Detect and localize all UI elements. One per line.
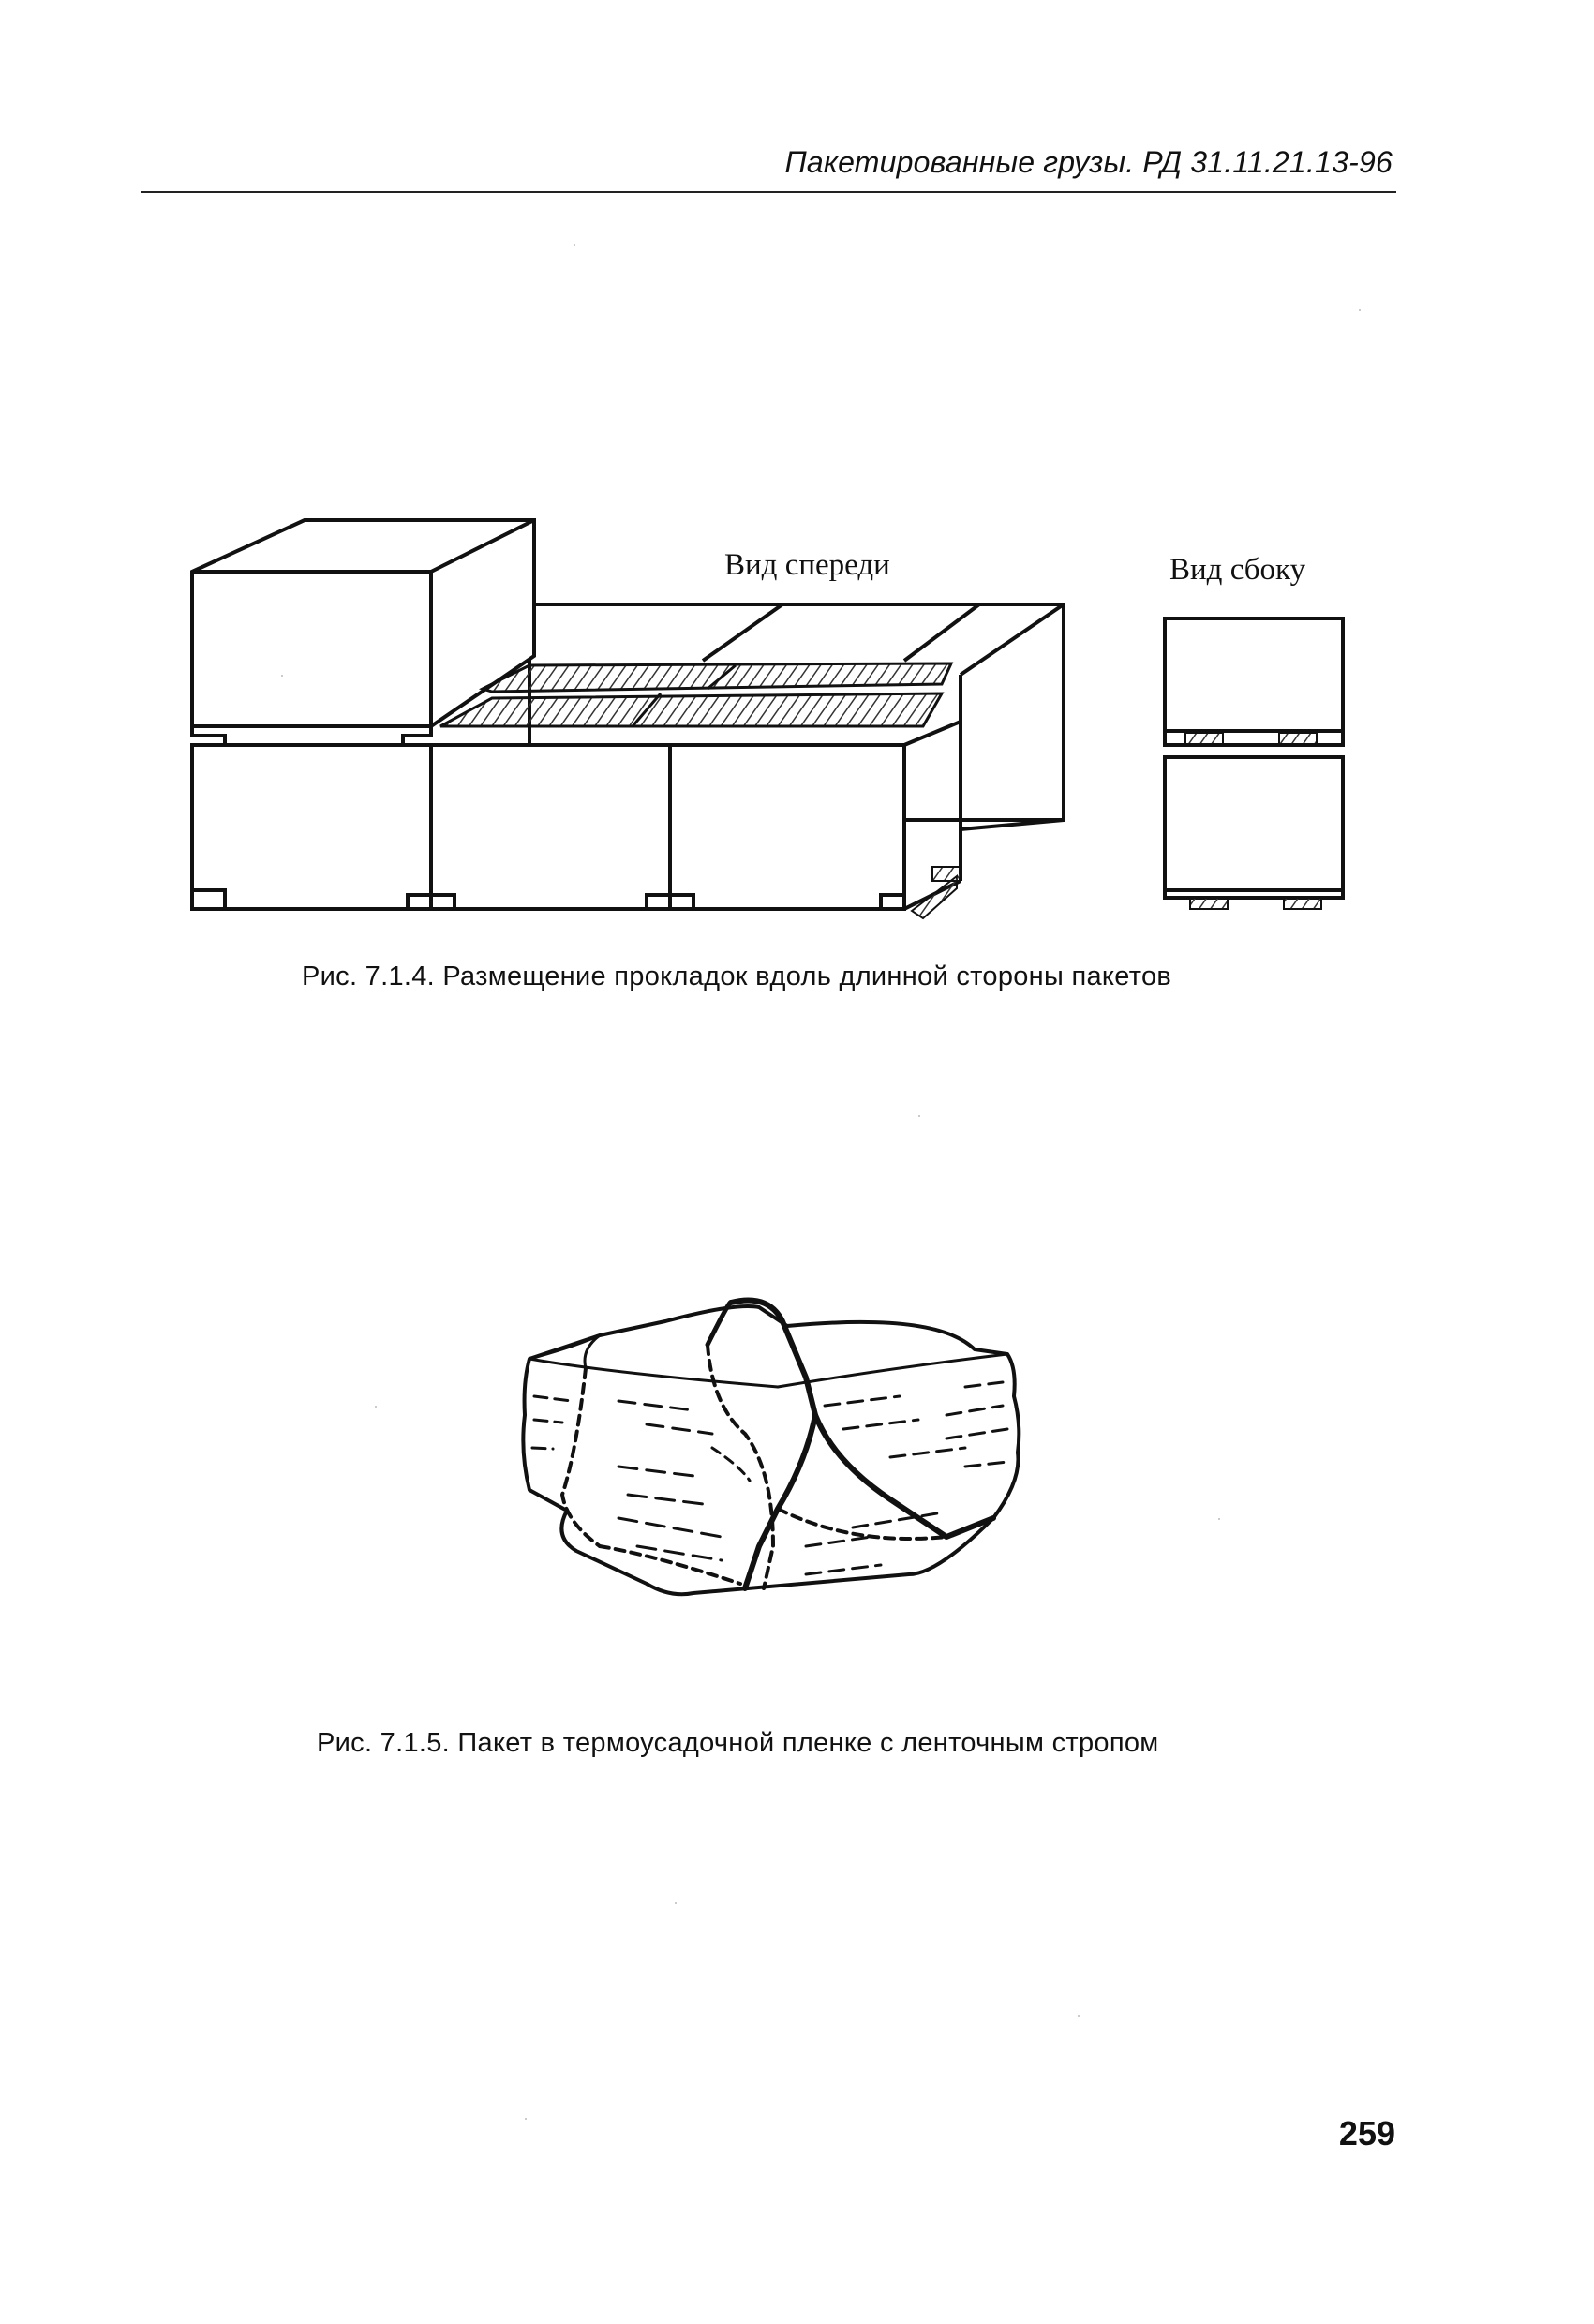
scan-speck [281, 675, 283, 677]
label-side-view: Вид сбоку [1169, 553, 1306, 587]
header-rule [141, 191, 1396, 193]
page-number: 259 [1338, 2114, 1395, 2153]
scan-speck [375, 1406, 377, 1408]
scan-speck [1218, 1518, 1220, 1520]
figure-packet-spacers [183, 497, 1363, 937]
caption-figure-7-1-4: Рис. 7.1.4. Размещение прокладок вдоль длинной стороны пакетов [302, 961, 1172, 991]
scan-speck [1078, 2015, 1080, 2017]
running-header: Пакетированные грузы. РД 31.11.21.13-96 [784, 145, 1393, 179]
scan-speck [574, 244, 575, 246]
scan-speck [525, 2118, 527, 2120]
scan-speck [675, 1902, 677, 1904]
scan-speck [918, 1115, 920, 1117]
figure-shrink-wrapped-packet [497, 1265, 1059, 1696]
label-front-view: Вид спереди [724, 548, 890, 582]
caption-figure-7-1-5: Рис. 7.1.5. Пакет в термоусадочной пленке с ленточным стропом [317, 1728, 1159, 1758]
figure-shrink-wrapped-packet-drawing [497, 1265, 1059, 1696]
scan-speck [1359, 309, 1361, 311]
